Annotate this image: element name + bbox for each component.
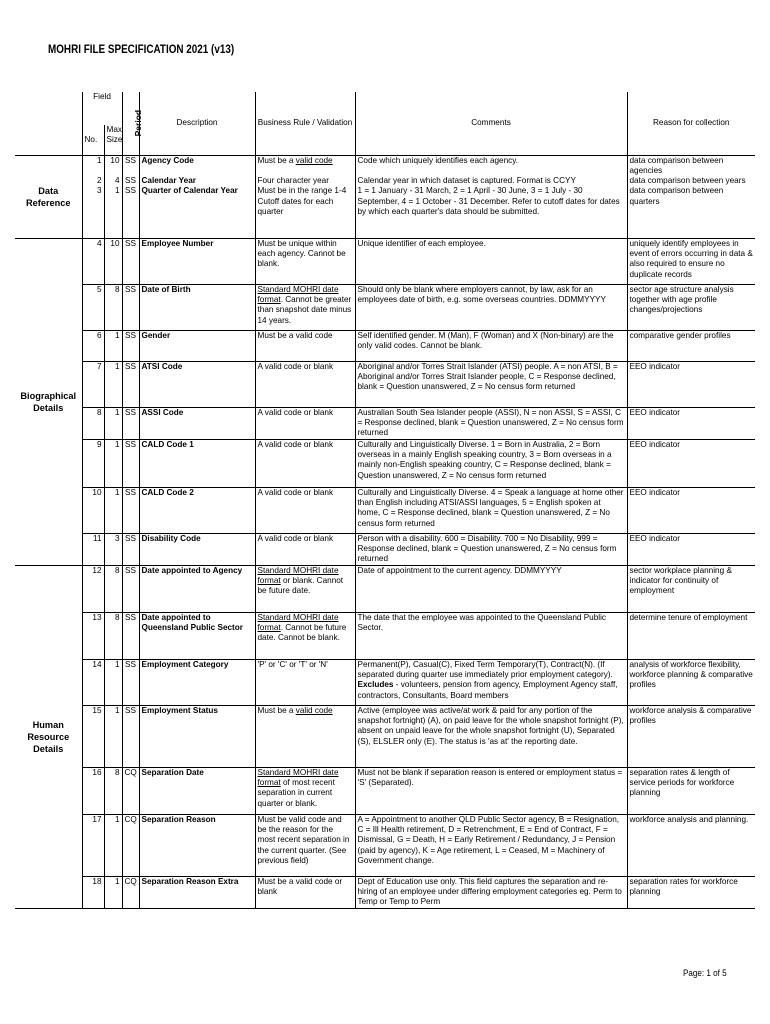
field-no: 7	[82, 361, 104, 407]
field-no: 11	[82, 533, 104, 565]
field-period: SS	[122, 439, 139, 487]
field-description: Employee Number	[139, 238, 255, 284]
field-reason: EEO indicator	[627, 533, 755, 565]
field-period: CQ	[122, 814, 139, 876]
table-row	[15, 439, 755, 487]
field-reason: comparative gender profiles	[627, 330, 755, 361]
table-row	[15, 533, 755, 565]
table-row	[15, 186, 755, 238]
field-max-size: 1	[104, 659, 122, 705]
field-description: Date appointed to Agency	[139, 565, 255, 612]
field-reason: data comparison between quarters	[627, 186, 755, 238]
table-row	[15, 407, 755, 439]
reason-header: Reason for collection	[627, 92, 755, 155]
field-max-size: 1	[104, 330, 122, 361]
max-size-header: Max Size	[104, 125, 122, 155]
section-biographical: Biographical Details	[15, 238, 82, 565]
valid-code-link[interactable]: valid code	[295, 155, 333, 165]
page-title: MOHRI FILE SPECIFICATION 2021 (v13)	[48, 44, 235, 56]
table-row	[15, 814, 755, 876]
field-description: Gender	[139, 330, 255, 361]
field-comments: Person with a disability. 600 = Disability. 700 = No Disability, 999 = Response declined, blank = Question unanswered, Z = No census form returned	[355, 533, 627, 565]
field-rule: A valid code or blank	[255, 439, 355, 487]
period-header: Period	[122, 92, 139, 155]
field-comments: 1 = 1 January - 31 March, 2 = 1 April - 30 June, 3 = 1 July - 30 September, 4 = 1 October - 31 December. Refer to cutoff dates for dates by which each quarter's data should be submitted.	[355, 186, 627, 238]
field-comments: Dept of Education use only. This field captures the separation and re-hiring of an employee under differing employment categories eg. Perm to Temp or Temp to Perm	[355, 876, 627, 908]
field-rule: Must be a valid code or blank	[255, 876, 355, 908]
field-description: Separation Reason	[139, 814, 255, 876]
table-row	[15, 612, 755, 659]
field-max-size: 10	[104, 238, 122, 284]
field-header: Field	[93, 92, 111, 101]
no-header: No.	[82, 125, 104, 155]
valid-code-link[interactable]: valid code	[295, 705, 333, 715]
date-format-link[interactable]: Standard MOHRI date format	[257, 284, 339, 305]
field-description: Calendar Year	[139, 176, 255, 186]
field-reason: sector age structure analysis together with age profile changes/projections	[627, 284, 755, 330]
field-comments: Active (employee was active/at work & paid for any portion of the snapshot fortnight) (A), on paid leave for the whole snapshot fortnight (P), absent on unpaid leave for the whole snapshot fortnight (U), Separated (S), ELSLER only (E). The status is 'as at' the reporting date.	[355, 705, 627, 767]
field-reason: EEO indicator	[627, 439, 755, 487]
description-header: Description	[139, 92, 255, 155]
field-comments: A = Appointment to another QLD Public Sector agency, B = Resignation, C = Ill Health retirement, D = Retrenchment, E = End of Contract, F = Dismissal, G = Death, H = Early Retirement / Redundancy, J = Pension (paid by agency), K = Age retirement, L = Ceased, M = Machinery of Government change.	[355, 814, 627, 876]
field-period: CQ	[122, 767, 139, 814]
field-max-size: 8	[104, 284, 122, 330]
field-max-size: 1	[104, 705, 122, 767]
field-period: SS	[122, 330, 139, 361]
field-no: 15	[82, 705, 104, 767]
field-comments: Calendar year in which dataset is captured. Format is CCYY	[355, 176, 627, 186]
field-rule: Must be a valid code	[255, 330, 355, 361]
field-max-size: 8	[104, 767, 122, 814]
field-no: 6	[82, 330, 104, 361]
field-comments: Permanent(P), Casual(C), Fixed Term Temporary(T), Contract(N). (If separated during quarter use immediately prior employment category). Excludes - volunteers, pension from agency, Employment Agency staff, contractors, Consultants, Board members	[355, 659, 627, 705]
section-data-reference: Data Reference	[15, 155, 82, 238]
date-format-link[interactable]: Standard MOHRI date format	[257, 565, 339, 585]
field-reason: data comparison between agencies	[627, 155, 755, 176]
table-row	[15, 238, 755, 284]
field-period: SS	[122, 186, 139, 238]
field-period: SS	[122, 659, 139, 705]
field-no: 17	[82, 814, 104, 876]
field-reason: EEO indicator	[627, 361, 755, 407]
field-rule: A valid code or blank	[255, 361, 355, 407]
table-row	[15, 876, 755, 908]
field-reason: data comparison between years	[627, 176, 755, 186]
field-description: ASSI Code	[139, 407, 255, 439]
field-comments: Must not be blank if separation reason is entered or employment status = 'S' (Separated).	[355, 767, 627, 814]
field-no: 12	[82, 565, 104, 612]
field-no: 10	[82, 487, 104, 533]
field-rule: Four character year	[255, 176, 355, 186]
field-period: SS	[122, 155, 139, 176]
field-max-size: 1	[104, 361, 122, 407]
field-rule: A valid code or blank	[255, 487, 355, 533]
field-period: SS	[122, 612, 139, 659]
field-max-size: 8	[104, 612, 122, 659]
section-header-blank	[15, 92, 82, 155]
field-period: SS	[122, 284, 139, 330]
field-reason: workforce analysis & comparative profiles	[627, 705, 755, 767]
field-rule: Must be in the range 1-4 Cutoff dates for each quarter	[255, 186, 355, 238]
date-format-link[interactable]: Standard MOHRI date format	[257, 612, 339, 632]
field-period: SS	[122, 238, 139, 284]
field-comments: Date of appointment to the current agency. DDMMYYYY	[355, 565, 627, 612]
business-rule-header: Business Rule / Validation	[255, 92, 355, 155]
field-max-size: 1	[104, 814, 122, 876]
field-rule: A valid code or blank	[255, 533, 355, 565]
field-no: 3	[82, 186, 104, 238]
field-comments: Should only be blank where employers cannot, by law, ask for an employees date of birth, e.g. some overseas countries. DDMMYYYY	[355, 284, 627, 330]
field-max-size: 3	[104, 533, 122, 565]
field-comments: The date that the employee was appointed to the Queensland Public Sector.	[355, 612, 627, 659]
page-number: Page: 1 of 5	[683, 968, 727, 978]
field-description: Employment Category	[139, 659, 255, 705]
comments-header: Comments	[355, 92, 627, 155]
field-description: ATSI Code	[139, 361, 255, 407]
field-max-size: 4	[104, 176, 122, 186]
field-rule: 'P' or 'C' or 'T' or 'N'	[255, 659, 355, 705]
table-row	[15, 487, 755, 533]
table-row	[15, 330, 755, 361]
field-rule: Standard MOHRI date format. Cannot be greater than snapshot date minus 14 years.	[255, 284, 355, 330]
field-no: 1	[96, 155, 102, 165]
field-max-size: 1	[104, 186, 122, 238]
field-rule: Must be a valid code	[255, 155, 355, 176]
field-rule: Must be a valid code	[255, 705, 355, 767]
field-description: CALD Code 1	[139, 439, 255, 487]
field-rule: Standard MOHRI date format or blank. Cannot be future date.	[255, 565, 355, 612]
field-comments: Culturally and Linguistically Diverse. 4 = Speak a language at home other than English including ATSI/ASSI languages, 5 = English spoken at home, C = Response declined, blank = Question unanswered, Z = No census form returned	[355, 487, 627, 533]
field-rule: A valid code or blank	[255, 407, 355, 439]
field-rule: Standard MOHRI date format. Cannot be future date. Cannot be blank.	[255, 612, 355, 659]
field-comments: Self identified gender. M (Man), F (Woman) and X (Non-binary) are the only valid codes. Cannot be blank.	[355, 330, 627, 361]
field-comments: Aboriginal and/or Torres Strait Islander (ATSI) people. A = non ATSI, B = Aboriginal and/or Torres Strait Islander people, C = Response declined, blank = Question unanswered, Z = No census form returned	[355, 361, 627, 407]
field-reason: workforce analysis and planning.	[627, 814, 755, 876]
table-row	[15, 155, 755, 176]
field-period: SS	[122, 407, 139, 439]
field-comments: Unique identifier of each employee.	[355, 238, 627, 284]
field-description: Separation Reason Extra	[139, 876, 255, 908]
field-description: CALD Code 2	[139, 487, 255, 533]
field-reason: sector workplace planning & indicator for continuity of employment	[627, 565, 755, 612]
field-description: Quarter of Calendar Year	[139, 186, 255, 238]
field-period: SS	[122, 565, 139, 612]
table-row	[15, 176, 755, 186]
table-row	[15, 705, 755, 767]
field-description: Date of Birth	[139, 284, 255, 330]
field-reason: uniquely identify employees in event of errors occurring in data & also required to ensure no duplicate records	[627, 238, 755, 284]
field-rule: Standard MOHRI date format of most recent separation in current quarter or blank.	[255, 767, 355, 814]
field-period: SS	[122, 705, 139, 767]
table-row	[15, 659, 755, 705]
field-max-size: 8	[104, 565, 122, 612]
field-no: 14	[82, 659, 104, 705]
field-no: 18	[82, 876, 104, 908]
field-no: 5	[82, 284, 104, 330]
field-reason: analysis of workforce flexibility, workforce planning & comparative profiles	[627, 659, 755, 705]
field-period: SS	[122, 361, 139, 407]
field-max-size: 1	[104, 407, 122, 439]
field-reason: separation rates for workforce planning	[627, 876, 755, 908]
field-description: Date appointed to Queensland Public Sector	[139, 612, 255, 659]
table-row	[15, 565, 755, 612]
field-period: SS	[122, 533, 139, 565]
date-format-link[interactable]: Standard MOHRI date format	[257, 767, 339, 787]
field-max-size: 1	[104, 487, 122, 533]
table-row	[15, 361, 755, 407]
field-description: Agency Code	[139, 155, 255, 176]
field-no: 4	[82, 238, 104, 284]
table-row	[15, 767, 755, 814]
table-row	[15, 284, 755, 330]
field-max-size: 1	[104, 876, 122, 908]
field-no: 16	[82, 767, 104, 814]
field-comments: Culturally and Linguistically Diverse. 1 = Born in Australia, 2 = Born overseas in a mainly English speaking country, 3 = Born overseas in a mainly non-English speaking country, C = Response declined, blank = Question unanswered, Z = No census form returned	[355, 439, 627, 487]
field-reason: EEO indicator	[627, 487, 755, 533]
field-max-size: 1	[104, 439, 122, 487]
specification-table	[15, 92, 755, 909]
field-description: Employment Status	[139, 705, 255, 767]
field-period: SS	[122, 487, 139, 533]
field-no: 2	[96, 176, 102, 186]
field-description: Separation Date	[139, 767, 255, 814]
field-comments: Code which uniquely identifies each agency.	[355, 155, 627, 176]
field-comments: Australian South Sea Islander people (ASSI), N = non ASSI, S = ASSI, C = Response declined, blank = Question unanswered, Z = No census form returned	[355, 407, 627, 439]
field-reason: separation rates & length of service periods for workforce planning	[627, 767, 755, 814]
field-max-size: 10	[104, 155, 122, 176]
field-description: Disability Code	[139, 533, 255, 565]
field-rule: Must be unique within each agency. Cannot be blank.	[255, 238, 355, 284]
field-reason: EEO indicator	[627, 407, 755, 439]
field-no: 9	[82, 439, 104, 487]
field-rule: Must be valid code and be the reason for the most recent separation in the current quarter. (See previous field)	[255, 814, 355, 876]
field-no: 13	[82, 612, 104, 659]
field-period: SS	[122, 176, 139, 186]
field-reason: determine tenure of employment	[627, 612, 755, 659]
field-period: CQ	[122, 876, 139, 908]
section-human-resource: Human Resource Details	[15, 565, 82, 908]
field-no: 8	[82, 407, 104, 439]
